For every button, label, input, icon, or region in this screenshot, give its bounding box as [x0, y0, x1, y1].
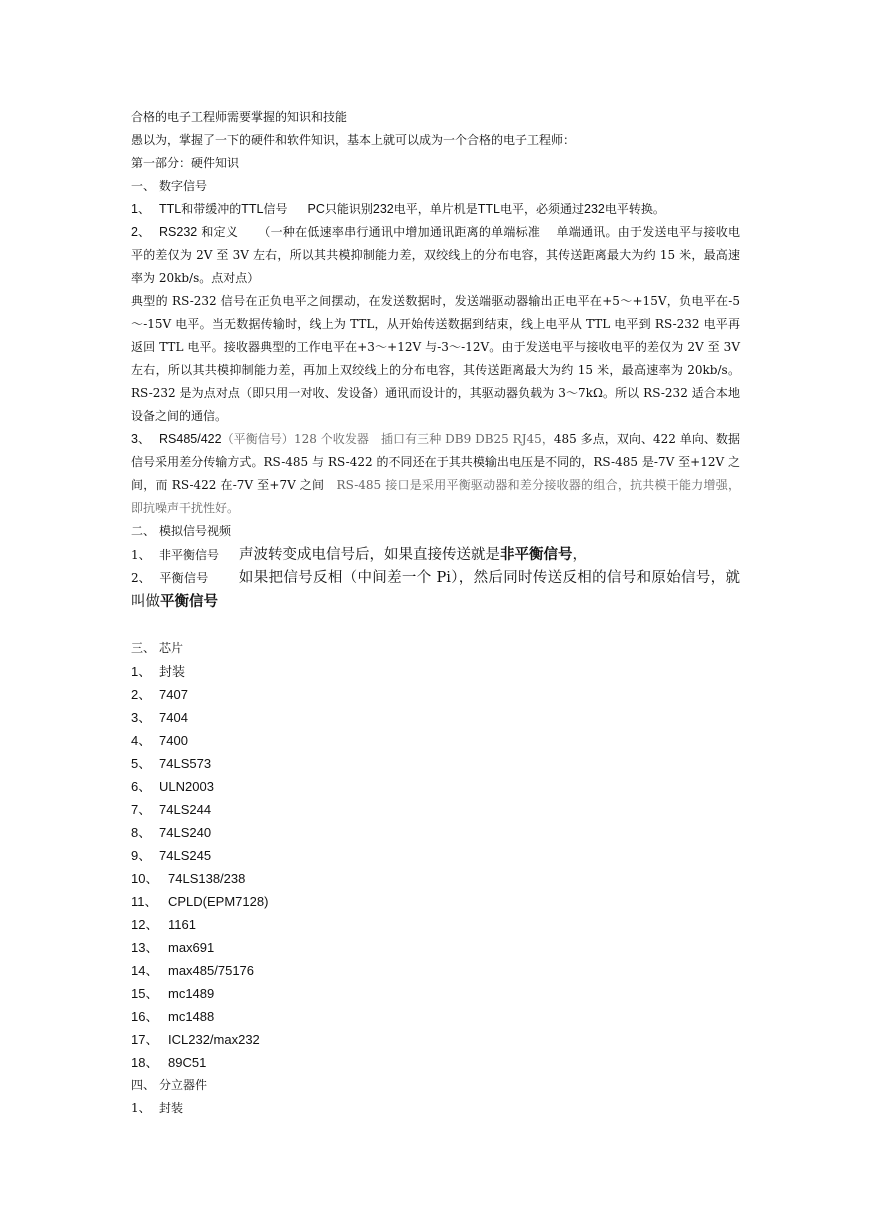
item-title: RS485/422 [159, 432, 222, 446]
list-item: 2、 7407 [131, 687, 188, 702]
item-number: 2、 [131, 225, 151, 239]
item-ttl: 1、 TTL和带缓冲的TTL信号 PC只能识别232电平，单片机是TTL电平，必须通过232电平转换。 [131, 198, 740, 221]
list-item: 1、 封装 [131, 664, 186, 679]
list-item: 6、 ULN2003 [131, 779, 214, 794]
list-item: 18、 89C51 [131, 1055, 207, 1070]
list-item: 3、 7404 [131, 710, 188, 725]
item-number: 1、 [131, 202, 151, 216]
list-item: 15、 mc1489 [131, 986, 215, 1001]
section-chips-heading [131, 637, 740, 660]
item-rs485: 3、 RS485/422（平衡信号）128 个收发器 插口有三种 DB9 DB25 RJ45，485 多点，双向、422 单向、数据信号采用差分传输方式。RS-485 与 RS-422 的不同还在于其共模输出电压是不同的，RS-485 是-7V 至+12V 之间，而 RS-422 在-7V 至+7V 之间 RS-485 接口是采用平衡驱动器和差分接收器的组合，抗共模干能力增强，即抗噪声干扰性好。 [131, 428, 740, 520]
item-rs232: 2、 RS232 和定义 （一种在低速率串行通讯中增加通讯距离的单端标准 单端通讯。由于发送电平与接收电平的差仅为 2V 至 3V 左右，所以其共模抑制能力差，双绞线上的分布电容，其传送距离最大为约 15 米，最高速率为 20kb/s。点对点） [131, 221, 740, 290]
section-digital-heading [131, 175, 740, 198]
section-title: 数字信号 [159, 179, 208, 193]
doc-title: 合格的电子工程师需要掌握的知识和技能 [131, 110, 348, 124]
rs232-paragraph: 典型的 RS-232 信号在正负电平之间摆动，在发送数据时，发送端驱动器输出正电平在+5～+15V，负电平在-5～-15V 电平。当无数据传输时，线上为 TTL，从开始传送数据到结束，线上电平从 TTL 电平到 RS-232 电平再返回 TTL 电平。接收器典型的工作电平在+3～+12V 与-3～-12V。由于发送电平与接收电平的差仅为 2V 至 3V 左右，所以其共模抑制能力差，再加上双绞线上的分布电容，其传送距离最大为约 15 米，最高速率为 20kb/s。RS-232 是为点对点（即只用一对收、发设备）通讯而设计的，其驱动器负载为 3～7kΩ。所以 RS-232 适合本地设备之间的通信。 [131, 294, 740, 423]
list-item: 10、 74LS138/238 [131, 871, 246, 886]
section-number: 二、 [131, 524, 156, 538]
section-number: 三、 [131, 641, 156, 655]
section-number: 四、 [131, 1078, 156, 1092]
list-item: 16、 mc1488 [131, 1009, 215, 1024]
list-item: 4、 7400 [131, 733, 188, 748]
list-item: 8、 74LS240 [131, 825, 212, 840]
chip-list [131, 660, 740, 1074]
item-description: （一种在低速率串行通讯中增加通讯距离的单端标准 单端通讯。由于发送电平与接收电平的差仅为 2V 至 3V 左右，所以其共模抑制能力差，双绞线上的分布电容，其传送距离最大为约 15 米，最高速率为 20kb/s。点对点） [131, 225, 740, 285]
item-number: 3、 [131, 432, 151, 446]
list-item: 1、 封装 [131, 1101, 184, 1115]
list-item: 12、 1161 [131, 917, 196, 932]
section-title: 模拟信号视频 [159, 524, 232, 538]
analog-balanced: 2、 平衡信号 如果把信号反相（中间差一个 Pi），然后同时传送反相的信号和原始信号，就叫做平衡信号 [131, 570, 740, 610]
intro-text: 愚以为，掌握了一下的硬件和软件知识，基本上就可以成为一个合格的电子工程师： [131, 133, 576, 147]
list-item: 17、 ICL232/max232 [131, 1032, 260, 1047]
list-item: 11、 CPLD(EPM7128) [131, 894, 269, 909]
document-page [131, 106, 740, 1120]
list-item: 9、 74LS245 [131, 848, 212, 863]
section-discrete-heading [131, 1074, 740, 1097]
section-number: 一、 [131, 179, 156, 193]
section-analog-heading [131, 520, 740, 543]
section-title: 芯片 [159, 641, 184, 655]
section-title: 分立器件 [159, 1078, 208, 1092]
list-item: 7、 74LS244 [131, 802, 212, 817]
part-heading: 第一部分：硬件知识 [131, 156, 240, 170]
analog-unbalanced: 1、 非平衡信号 声波转变成电信号后，如果直接传送就是非平衡信号， [131, 546, 588, 563]
item-title: RS232 [159, 225, 198, 239]
list-item: 14、 max485/75176 [131, 963, 255, 978]
list-item: 13、 max691 [131, 940, 215, 955]
list-item: 5、 74LS573 [131, 756, 212, 771]
